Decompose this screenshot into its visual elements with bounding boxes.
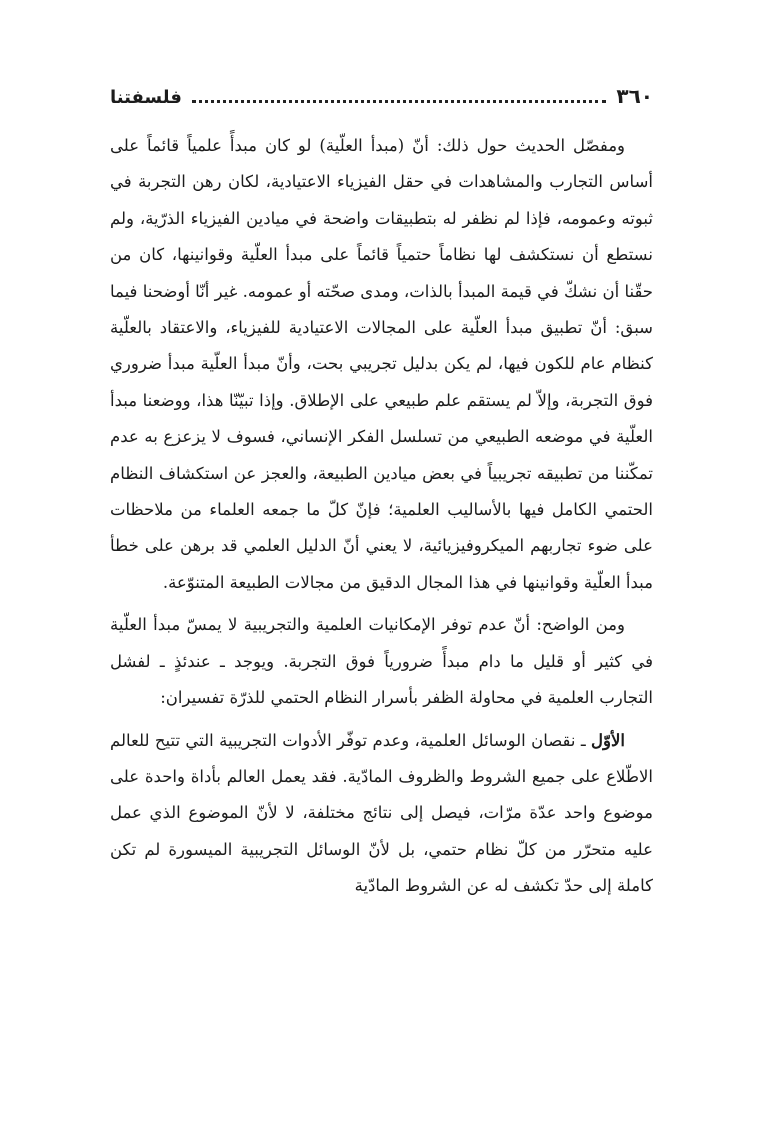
first-interpretation-text: ـ نقصان الوسائل العلمية، وعدم توفّر الأدوات التجريبية التي تتيح للعالم الاطّلاع على جميع الشروط والظروف المادّية. فقد يعمل العالم بأداة واحدة على موضوع واحد عدّة مرّات، فيصل إلى نتائج مختلفة، لا لأنّ الموضوع الذي عمل عليه متحرّر من كلّ نظام حتمي، بل لأنّ الوسائل التجريبية الميسورة لم تكن كاملة إلى حدّ تكشف له عن الشروط المادّية — [110, 730, 653, 896]
dotted-leader — [192, 88, 607, 103]
body-text — [110, 128, 653, 905]
paragraph-two-interpretations: ومن الواضح: أنّ عدم توفر الإمكانيات العلمية والتجريبية لا يمسّ مبدأ العلّية في كثير أو قليل ما دام مبدأً ضرورياً فوق التجربة. ويوجد ـ عندئذٍ ـ لفشل التجارب العلمية في محاولة الظفر بأسرار النظام الحتمي للذرّة تفسيران: — [110, 615, 653, 708]
book-title: فلسفتنا — [110, 87, 182, 108]
page-number: ٣٦٠ — [616, 84, 653, 108]
running-header — [110, 84, 653, 110]
first-interpretation-label: الأوّل — [591, 730, 625, 750]
paragraph-first-interpretation — [110, 723, 653, 905]
paragraph-causality-principle: ومفصّل الحديث حول ذلك: أنّ (مبدأ العلّية) لو كان مبدأً علمياً قائماً على أساس التجارب والمشاهدات في حقل الفيزياء الاعتيادية، لكان رهن التجربة في ثبوته وعمومه، فإذا لم نظفر له بتطبيقات واضحة في ميادين الفيزياء الذرّية، ولم نستطع أن نستكشف لها نظاماً حتمياً قائماً على مبدأ العلّية وقوانينها، كان من حقّنا أن نشكّ في قيمة المبدأ بالذات، ومدى صحّته أو عمومه. غير أنّا أوضحنا فيما سبق: أنّ تطبيق مبدأ العلّية على المجالات الاعتيادية للفيزياء، والاعتقاد بالعلّية كنظام عام للكون فيها، لم يكن بدليل تجريبي بحت، وأنّ مبدأ العلّية مبدأ ضروري فوق التجربة، وإلاّ لم يستقم علم طبيعي على الإطلاق. وإذا تبيّنّا هذا، ووضعنا مبدأ العلّية في موضعه الطبيعي من تسلسل الفكر الإنساني، فسوف لا يزعزع به عدم تمكّننا من تطبيقه تجريبياً في بعض ميادين الطبيعة، والعجز عن استكشاف النظام الحتمي الكامل فيها بالأساليب العلمية؛ فإنّ كلّ ما جمعه العلماء من ملاحظات على ضوء تجاربهم الميكروفيزيائية، لا يعني أنّ الدليل العلمي قد برهن على خطأ مبدأ العلّية وقوانينها في هذا المجال الدقيق من مجالات الطبيعة المتنوّعة. — [110, 136, 653, 592]
